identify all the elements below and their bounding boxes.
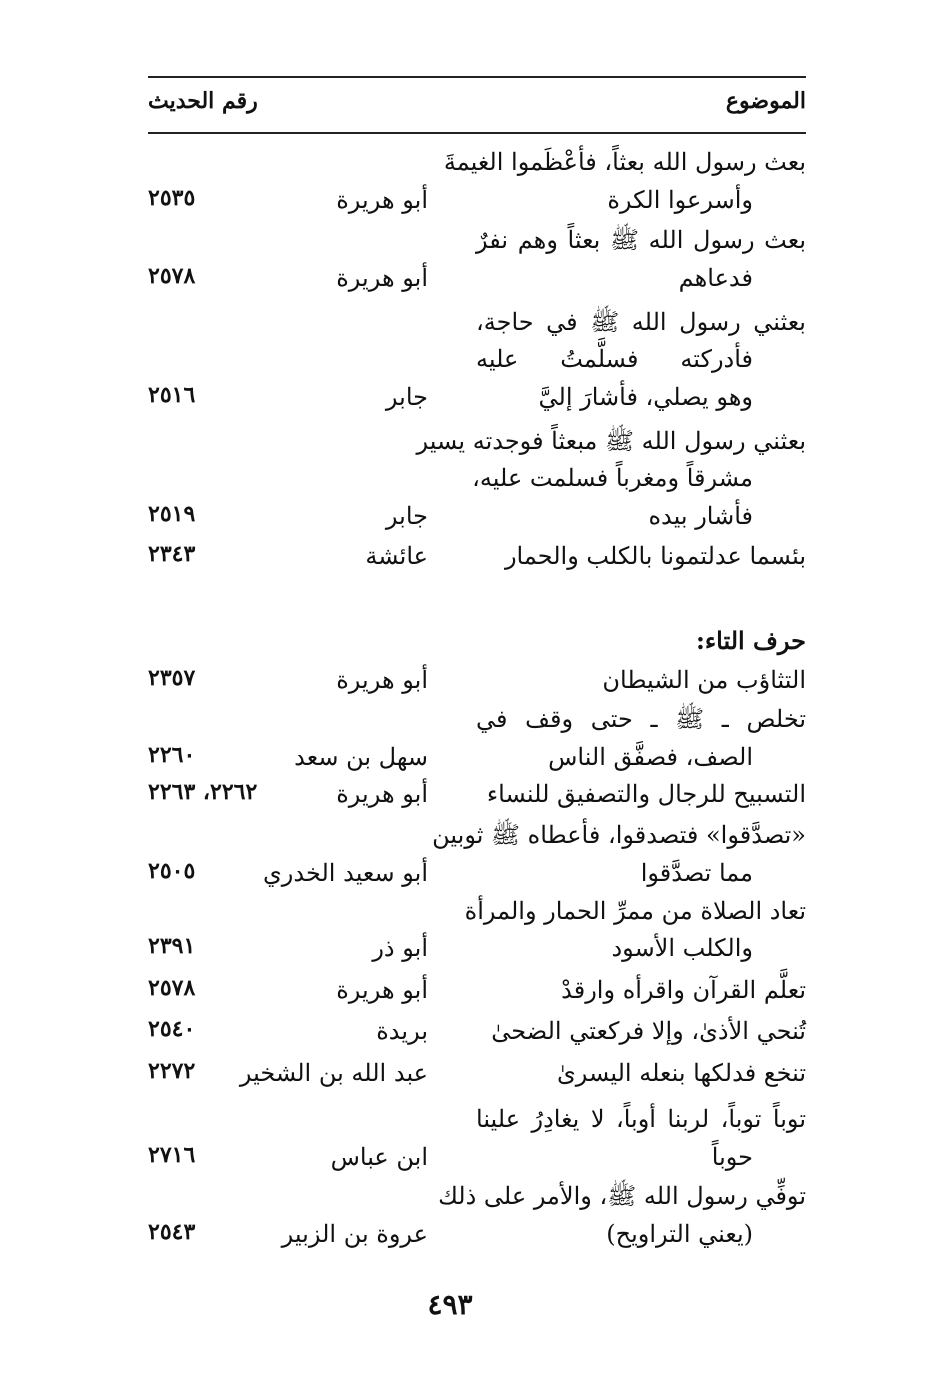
entry-line: توفِّي رسول الله ﷺ، والأمر على ذلك — [438, 1182, 806, 1210]
entry-line: مشرقاً ومغرباً فسلمت عليه، — [472, 464, 753, 492]
hadith-number: ٢٢٦٢، ٢٢٦٣ — [148, 779, 258, 805]
entry-line: التثاؤب من الشيطان — [602, 666, 806, 694]
hadith-number: ٢٥١٦ — [148, 382, 196, 408]
entry-line: (يعني التراويح) — [606, 1220, 753, 1248]
hadith-number: ٢٥٧٨ — [148, 263, 196, 289]
narrator: عائشة — [365, 542, 428, 570]
narrator: أبو ذر — [372, 934, 428, 962]
entry-line: مما تصدَّقوا — [640, 859, 753, 887]
narrator: أبو هريرة — [336, 666, 428, 694]
topic-column-header: الموضوع — [725, 88, 806, 114]
narrator: أبو هريرة — [336, 976, 428, 1004]
entry-line: بعث رسول الله بعثاً، فأعْظَموا الغيمةَ — [443, 148, 806, 176]
narrator: أبو هريرة — [336, 780, 428, 808]
entry-line: فأدركته فسلَّمتُ عليه — [476, 345, 753, 373]
entry-line: تخلص ـ ﷺ ـ حتى وقف في — [476, 705, 806, 733]
narrator: عروة بن الزبير — [281, 1220, 428, 1248]
entry-line: بعثني رسول الله ﷺ في حاجة، — [476, 308, 806, 336]
entry-line: التسبيح للرجال والتصفيق للنساء — [486, 780, 806, 808]
hadith-number: ٢٥٤٣ — [148, 1219, 196, 1245]
section-title: حرف التاء: — [696, 626, 806, 655]
hadith-number: ٢٣٤٣ — [148, 541, 196, 567]
hadith-number: ٢٥٧٨ — [148, 975, 196, 1001]
entry-line: تنخع فدلكها بنعله اليسرىٰ — [556, 1059, 806, 1087]
entry-line: فأشار بيده — [648, 502, 753, 530]
hadith-number: ٢٢٧٢ — [148, 1058, 196, 1084]
header-rule — [148, 132, 806, 134]
hadith-number: ٢٥٠٥ — [148, 858, 196, 884]
narrator: ابن عباس — [330, 1143, 428, 1171]
narrator: جابر — [385, 383, 428, 411]
entry-line: «تصدَّقوا» فتصدقوا، فأعطاه ﷺ ثوبين — [432, 821, 806, 849]
entry-line: حوباً — [711, 1143, 753, 1171]
hadith-number: ٢٥١٩ — [148, 501, 196, 527]
entry-line: بئسما عدلتمونا بالكلب والحمار — [504, 542, 806, 570]
narrator: جابر — [385, 502, 428, 530]
narrator: أبو سعيد الخدري — [263, 859, 428, 887]
hadith-number: ٢٧١٦ — [148, 1142, 196, 1168]
hadith-number: ٢٣٥٧ — [148, 665, 196, 691]
hadith-number: ٢٥٤٠ — [148, 1016, 196, 1042]
narrator: أبو هريرة — [336, 264, 428, 292]
hadith-number: ٢٥٣٥ — [148, 185, 196, 211]
narrator: عبد الله بن الشخير — [239, 1059, 428, 1087]
page-number: ٤٩٣ — [427, 1288, 473, 1321]
entry-line: الصف، فصفَّق الناس — [548, 743, 753, 771]
entry-line: تعلَّم القرآن واقرأه وارقدْ — [561, 976, 806, 1004]
narrator: سهل بن سعد — [294, 743, 428, 771]
narrator: بريدة — [376, 1017, 428, 1045]
narrator: أبو هريرة — [336, 186, 428, 214]
entry-line: تُنحي الأذىٰ، وإلا فركعتي الضحىٰ — [491, 1017, 806, 1045]
hadith-number: ٢٣٩١ — [148, 933, 196, 959]
entry-line: توباً توباً، لربنا أوباً، لا يغادِرُ علينا — [476, 1105, 806, 1133]
entry-line: والكلب الأسود — [611, 934, 753, 962]
top-rule — [148, 76, 806, 78]
entry-line: بعث رسول الله ﷺ بعثاً وهم نفرٌ — [476, 226, 806, 254]
hadith-number-column-header: رقم الحديث — [148, 88, 258, 114]
entry-line: تعاد الصلاة من ممرِّ الحمار والمرأة — [464, 897, 806, 925]
hadith-number: ٢٢٦٠ — [148, 742, 196, 768]
entry-line: بعثني رسول الله ﷺ مبعثاً فوجدته يسير — [416, 427, 806, 455]
entry-line: وهو يصلي، فأشارَ إليَّ — [538, 383, 753, 411]
entry-line: فدعاهم — [678, 264, 753, 292]
entry-line: وأسرعوا الكرة — [607, 186, 753, 214]
